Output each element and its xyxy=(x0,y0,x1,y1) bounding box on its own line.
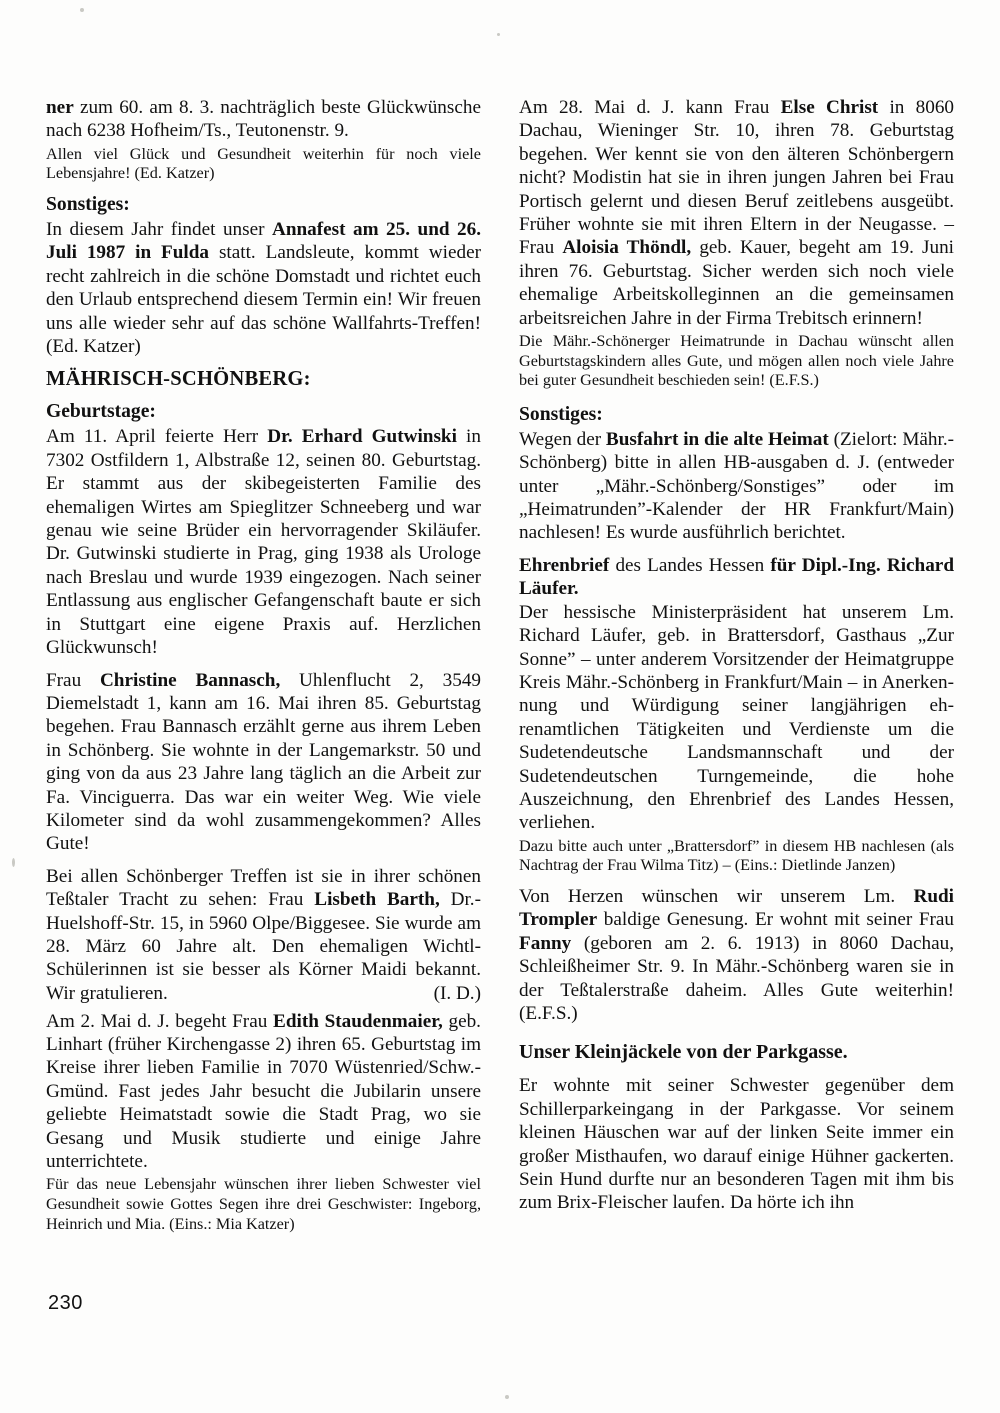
article-title: Unser Kleinjäckele von der Parkgasse. xyxy=(519,1041,848,1064)
paragraph: Frau Christine Bannasch, Uhlenflucht 2, 3549 Diemelstadt 1, kann am 16. Mai ihren 85. Geburtstag begehen. Frau Bannasch erzählt gerne aus ihrem Leben in Schönberg. Sie wohnte in der Langemarkstr. 50 und ging von da aus 23 Jahre lang täglich an die Arbeit zur Fa. Vinciguerra. Das war ein weiter Weg. Wie viele Kilometer sind da wohl zusammengekommen? Alles Gute! xyxy=(46,669,482,855)
scan-speck xyxy=(505,1395,509,1399)
paragraph: Wegen der Busfahrt in die alte Heimat (Zielort: Mähr.-Schönberg) bitte in allen HB-ausgaben d. J. (entweder unter „Mähr.-Schönberg/Sonstiges” oder im „Heimatrunden”-Kalender der HR Frankfurt/Main) nachlesen! Es wurde ausführlich berichtet. xyxy=(519,428,955,544)
paragraph-small: Allen viel Glück und Gesundheit weiterhin für noch viele Lebensjahre! (Ed. Katzer) xyxy=(46,144,481,183)
paragraph-ehrenbrief: Ehrenbrief des Landes Hessen für Dipl.-Ing. Richard Läufer. xyxy=(519,554,954,600)
paragraph: Am 2. Mai d. J. begeht Frau Edith Staudenmaier, geb. Linhart (früher Kirchengasse 2) ihren 65. Geburtstag im Kreise ihrer lieben Familie in 7070 Wüstenried/Schw.-Gmünd. Fast jedes Jahr besucht die Jubilarin unsere geliebte Heimatstadt sowie die Stadt Prag, wo sie Gesang und Musik studierte und einige Jahre unterrichtete. xyxy=(46,1010,481,1173)
paragraph: Am 28. Mai d. J. kann Frau Else Christ in 8060 Dachau, Wieninger Str. 10, ihren 78. Geburtstag begehen. Wer kennt sie von den älteren Schönbergern nicht? Modistin hat sie in ihren jungen Jahren bei Frau Portisch gelernt und diesen Beruf zeitlebens ausgeübt. Früher wohnte sie mit ihren Eltern in der Neugasse. – Frau Aloisia Thöndl, geb. Kauer, begeht am 19. Juni ihren 76. Geburtstag. Sicher werden sich noch viele ehemalige Arbeitskolleginnen an die gemeinsamen arbeitsreichen Jahre in der Firma Trebitsch erinnern! xyxy=(519,97,955,329)
paragraph-small: Für das neue Lebensjahr wünschen ihrer lieben Schwester viel Gesundheit sowie Gottes Segen ihre drei Geschwister: Ingeborg, Heinrich und Mia. (Eins.: Mia Katzer) xyxy=(46,1175,481,1233)
left-column xyxy=(46,96,481,1236)
paragraph: Bei allen Schönberger Treffen ist sie in ihrer schönen Teßtaler Tracht zu sehen: Frau Lisbeth Barth, Dr.-Huelshoff-Str. 15, in 5960 Olpe/Biggesee. Sie wurde am 28. März 60 Jahre alt. Den ehemaligen Wichtl-Schülerinnen ist sie besser als Körner Maidi bekannt. Wir gratulieren. xyxy=(46,865,481,1004)
section-heading-geburtstage: Geburtstage: xyxy=(46,401,156,423)
paragraph: Von Herzen wünschen wir unserem Lm. Rudi Trompler baldige Genesung. Er wohnt mit seiner Frau Fanny (geboren am 2. 6. 1913) in 8060 Dachau, Schleißheimer Str. 9. In Mähr.-Schönberg waren sie in der Teßtalerstraße daheim. Alles Gute weiterhin! (E.F.S.) xyxy=(519,885,954,1024)
paragraph: In diesem Jahr findet unser Annafest am 25. und 26. Juli 1987 in Fulda statt. Landsleute, kommt wieder recht zahlreich in die schöne Domstadt und richtet euch den Urlaub entsprechend diesem Termin ein! Wir freuen uns alle wieder sehr auf das schöne Wallfahrts-Treffen! (Ed. Katzer) xyxy=(46,219,481,358)
paragraph: Am 11. April feierte Herr Dr. Erhard Gutwinski in 7302 Ostfildern 1, Albstraße 12, seinen 80. Geburtstag. Er stammt aus der skibegeisterten Familie des ehemaligen Wirtes am Spieglitzer Schneeberg und war genau wie seine Brüder ein hervorragender Skiläufer. Dr. Gutwinski studierte in Prag, ging 1938 als Urologe nach Breslau und wurde 1939 eingezogen. Nach seiner Entlassung aus englischer Gefangenschaft baute er sich in Stuttgart eine eigene Praxis auf. Herzlichen Glückwunsch! xyxy=(46,426,481,659)
paragraph: Der hessische Ministerpräsident hat unserem Lm. Richard Läufer, geb. in Brattersdorf, Gasthaus „Zur Sonne” – unter anderem Vorsitzender der Heimatgruppe Kreis Mähr.-Schönberg in Frankfurt/Main – in Anerkennung und Würdigung seiner langjährigen ehrenamtlichen Tätigkeiten und Verdienste um die Sudetendeutsche Landsmannschaft und der Sudetendeutschen Turngemeinde, die hohe Auszeichnung, den Ehrenbrief des Landes Hessen, verliehen. xyxy=(519,601,954,834)
paragraph: Er wohnte mit seiner Schwester gegenüber dem Schillerparkeingang in der Parkgasse. Vor seinem kleinen Häuschen war auf der linken Seite immer ein großer Misthaufen, wo darauf einige Hühner gackerten. Sein Hund durfte nur an besonderen Tagen mit ihm bis zum Brix-Fleischer laufen. Da hörte ich ihn xyxy=(519,1075,954,1214)
scan-speck xyxy=(497,33,500,36)
right-column xyxy=(519,96,954,1236)
scan-speck xyxy=(80,8,84,12)
scan-speck xyxy=(12,858,15,867)
signature: (I. D.) xyxy=(433,983,481,1005)
section-heading-sonstiges: Sonstiges: xyxy=(519,403,603,425)
page-number: 230 xyxy=(48,1292,83,1314)
paragraph-small: Die Mähr.-Schönerger Heimatrunde in Dachau wünscht allen Geburtstagskindern alles Gute, und mögen allen noch viele Jahre bei guter Gesundheit beschieden sein! (E.F.S.) xyxy=(519,332,954,390)
paragraph-small: Dazu bitte auch unter „Brattersdorf” in diesem HB nachlesen (als Nachtrag der Frau Wilma Titz) – (Eins.: Dietlinde Janzen) xyxy=(519,836,954,875)
two-column-layout xyxy=(46,96,954,1236)
paragraph: ner zum 60. am 8. 3. nachträglich beste Glückwünsche nach 6238 Hofheim/Ts., Teutonenstr. 9. xyxy=(46,97,481,142)
section-heading-maehrisch-schoenberg: MÄHRISCH-SCHÖNBERG: xyxy=(46,368,311,391)
section-heading-sonstiges: Sonstiges: xyxy=(46,194,130,215)
